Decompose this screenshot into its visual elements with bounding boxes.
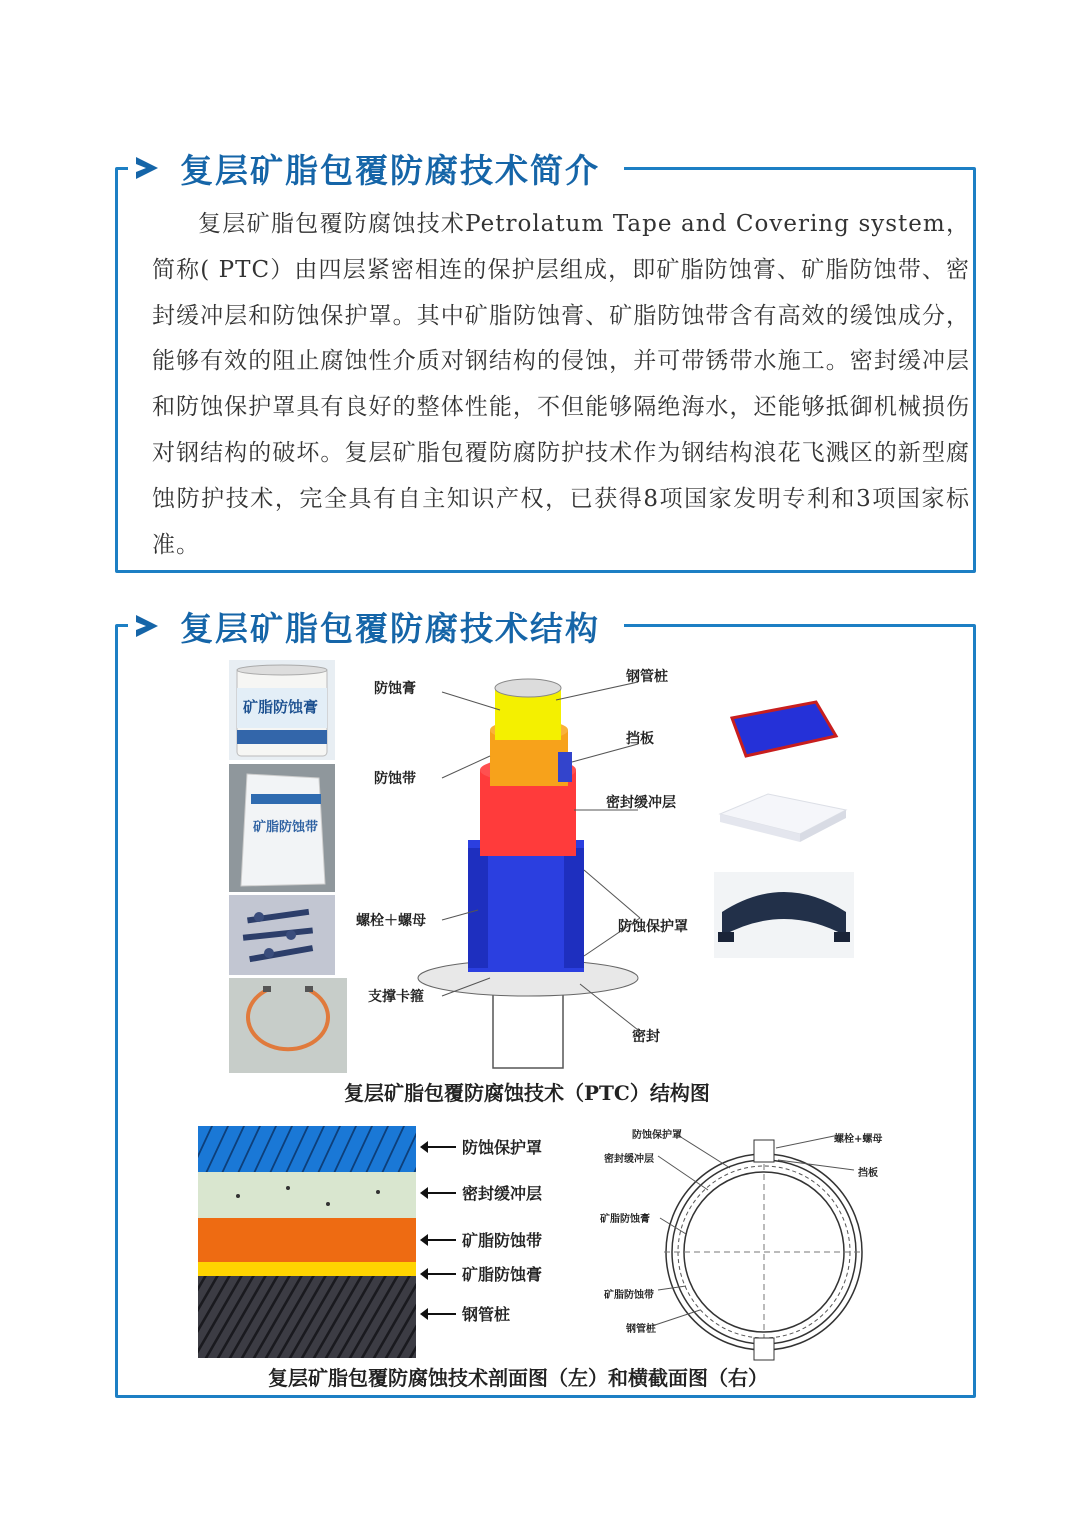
label-paste: 防蚀膏 (374, 681, 416, 697)
buffer-sample-icon (714, 790, 850, 846)
section-header-structure (128, 598, 624, 654)
label-seal: 密封 (632, 1029, 660, 1045)
bolts-photo (229, 895, 335, 975)
label-bolt: 螺栓＋螺母 (356, 913, 426, 929)
label-buffer: 密封缓冲层 (606, 795, 676, 811)
layer-label-tape (424, 1228, 542, 1251)
layer-label-cover-text: 防蚀保护罩 (462, 1138, 543, 1157)
layer-label-buffer (424, 1181, 542, 1204)
cross-label-bolt: 螺栓+螺母 (834, 1134, 883, 1145)
layer-section-diagram (198, 1126, 416, 1358)
arrow-bullet-icon (136, 615, 158, 637)
baffle-sample-icon (724, 696, 840, 762)
layer-label-buffer-text: 密封缓冲层 (462, 1184, 543, 1203)
tape-bag-photo (229, 764, 335, 892)
label-pile: 钢管桩 (626, 669, 668, 685)
layer-label-tape-text: 矿脂防蚀带 (462, 1231, 543, 1250)
section-header-intro (128, 140, 624, 196)
layer-label-paste (424, 1262, 542, 1285)
arrow-left-icon (424, 1313, 456, 1315)
intro-paragraph: 复层矿脂包覆防腐蚀技术Petrolatum Tape and Covering system，简称( PTC）由四层紧密相连的保护层组成，即矿脂防蚀膏、矿脂防蚀带、密封缓冲层和防蚀保护罩。其中矿脂防蚀膏、矿脂防蚀带含有高效的缓蚀成分，能够有效的阻止腐蚀性介质对钢结构的侵蚀，并可带锈带水施工。密封缓冲层和防蚀保护罩具有良好的整体性能，不但能够隔绝海水，还能够抵御机械损伤对钢结构的破坏。复层矿脂包覆防腐防护技术作为钢结构浪花飞溅区的新型腐蚀防护技术，完全具有自主知识产权，已获得8项国家发明专利和3项国家标准。 (152, 211, 970, 558)
section-title-structure: 复层矿脂包覆防腐技术结构 (180, 608, 600, 648)
layer-label-paste-text: 矿脂防蚀膏 (462, 1265, 543, 1284)
cross-label-cover: 防蚀保护罩 (632, 1130, 682, 1141)
arrow-left-icon (424, 1192, 456, 1194)
label-cover: 防蚀保护罩 (618, 919, 688, 935)
label-clamp: 支撑卡箍 (368, 989, 424, 1005)
arrow-left-icon (424, 1239, 456, 1241)
arrow-left-icon (424, 1273, 456, 1275)
paste-can-photo (229, 660, 335, 760)
bolts-icon (229, 895, 335, 975)
clamp-photo (229, 978, 347, 1073)
arrow-left-icon (424, 1146, 456, 1148)
section-caption: 复层矿脂包覆防腐蚀技术剖面图（左）和横截面图（右） (268, 1366, 768, 1390)
label-baffle: 挡板 (626, 731, 654, 747)
cross-label-pile: 钢管桩 (626, 1324, 656, 1335)
layer-label-pile (424, 1302, 510, 1325)
bag-label-text: 矿脂防蚀带 (253, 820, 319, 835)
cover-sample-icon (714, 872, 854, 958)
layer-label-cover (424, 1135, 542, 1158)
label-tape: 防蚀带 (374, 771, 416, 787)
structure-caption: 复层矿脂包覆防腐蚀技术（PTC）结构图 (344, 1081, 710, 1105)
cross-label-paste: 矿脂防蚀膏 (600, 1214, 650, 1225)
layer-label-pile-text: 钢管桩 (462, 1305, 511, 1324)
cross-label-tape: 矿脂防蚀带 (604, 1290, 654, 1301)
cross-label-buffer: 密封缓冲层 (604, 1154, 654, 1165)
can-label-text: 矿脂防蚀膏 (243, 698, 319, 716)
arrow-bullet-icon (136, 157, 158, 179)
clamp-icon (229, 978, 347, 1073)
cross-label-baffle: 挡板 (858, 1168, 878, 1179)
ptc-structure-diagram (350, 660, 750, 1070)
section-title-intro: 复层矿脂包覆防腐技术简介 (180, 150, 600, 190)
